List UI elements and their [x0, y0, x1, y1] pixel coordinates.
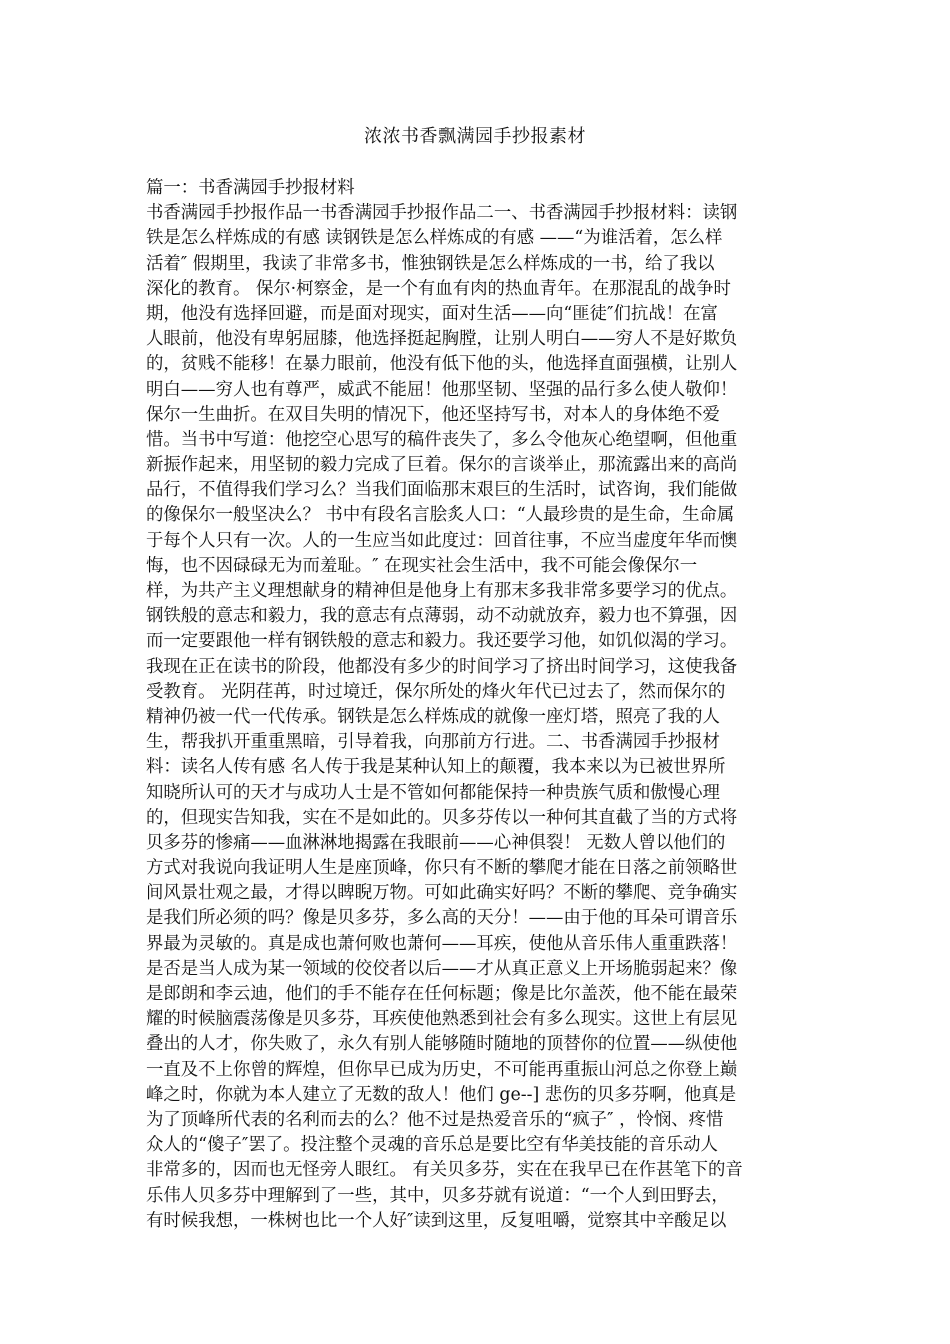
body-line: 的，贫贱不能移！在暴力眼前，他没有低下他的头，他选择直面强横，让别人: [146, 354, 738, 375]
body-line: 料：读名人传有感 名人传于我是某种认知上的颠覆，我本来以为已被世界所: [146, 757, 726, 778]
body-line: 书香满园手抄报作品一书香满园手抄报作品二一、书香满园手抄报材料：读钢: [146, 203, 738, 224]
body-line: 叠出的人才，你失败了，永久有别人能够随时随地的顶替你的位置——纵使他: [146, 1034, 738, 1055]
body-line: 贝多芬的惨痛——血淋淋地揭露在我眼前——心神俱裂！ 无数人曾以他们的: [146, 832, 726, 853]
document-title: 浓浓书香飘满园手抄报素材: [364, 126, 586, 147]
body-line: 悔，也不因碌碌无为而羞耻。″ 在现实社会生活中，我不可能会像保尔一: [146, 555, 698, 576]
body-line: 的像保尔一般坚决么？ 书中有段名言脍炙人口：“人最珍贵的是生命，生命属: [146, 505, 735, 526]
body-line: 精神仍被一代一代传承。钢铁是怎么样炼成的就像一座灯塔，照亮了我的人: [146, 706, 720, 727]
body-line: 是郎朗和李云迪，他们的手不能存在任何标题；像是比尔盖茨，他不能在最荣: [146, 984, 738, 1004]
body-line: 深化的教育。 保尔·柯察金，是一个有血有肉的热血青年。在那混乱的战争时: [146, 278, 731, 299]
body-line: 品行，不值得我们学习么？当我们面临那末艰巨的生活时，试咨询，我们能做: [146, 480, 738, 501]
body-line: 样，为共产主义理想献身的精神但是他身上有那末多我非常多要学习的优点。: [146, 581, 738, 601]
body-line: 是否是当人成为某一领域的佼佼者以后——才从真正意义上开场脆弱起来？像: [146, 958, 738, 979]
body-line: 期，他没有选择回避，而是面对现实，面对生活——向“匪徒″们抗战！在富: [146, 303, 718, 324]
body-line: 保尔一生曲折。在双目失明的情况下，他还坚持写书，对本人的身体绝不爱: [146, 404, 720, 425]
body-line: 铁是怎么样炼成的有感 读钢铁是怎么样炼成的有感 ——“为谁活着，怎么样: [146, 228, 723, 249]
body-line: 的，但现实告知我，实在不是如此的。贝多芬传以一种何其直截了当的方式将: [146, 807, 738, 828]
body-line: 是我们所必须的吗？像是贝多芬，多么高的天分！——由于他的耳朵可谓音乐: [146, 908, 738, 929]
body-line: 我现在正在读书的阶段，他都没有多少的时间学习了挤出时间学习，这使我备: [146, 656, 738, 677]
body-line: 惜。当书中写道：他挖空心思写的稿件丧失了，多么令他灰心绝望啊，但他重: [146, 429, 738, 450]
body-line: 生，帮我扒开重重黑暗，引导着我，向那前方行进。二、书香满园手抄报材: [146, 732, 720, 753]
body-line: 于每个人只有一次。人的一生应当如此度过：回首往事，不应当虚度年华而懊: [146, 530, 738, 551]
body-line: 明白——穷人也有尊严，威武不能屈！他那坚韧、坚强的品行多么使人敬仰！: [146, 379, 738, 400]
body-line: 人眼前，他没有卑躬屈膝，他选择挺起胸膛，让别人明白——穷人不是好欺负: [146, 329, 738, 350]
body-line: 耀的时候脑震荡像是贝多芬，耳疾使他熟悉到社会有多么现实。这世上有层见: [146, 1009, 738, 1030]
body-line: 新振作起来，用坚韧的毅力完成了巨着。保尔的言谈举止，那流露出来的高尚: [146, 455, 738, 476]
body-line: 方式对我说向我证明人生是座顶峰，你只有不断的攀爬才能在日落之前领略世: [146, 858, 738, 879]
body-line: 活着″ 假期里，我读了非常多书，惟独钢铁是怎么样炼成的一书，给了我以: [146, 253, 715, 274]
body-line: 峰之时，你就为本人建立了无数的敌人！他们 ge--] 悲伤的贝多芬啊，他真是: [146, 1084, 737, 1105]
body-line: 非常多的，因而也无怪旁人眼红。 有关贝多芬，实在在我早已在作甚笔下的音: [146, 1160, 743, 1181]
body-line: 钢铁般的意志和毅力，我的意志有点薄弱，动不动就放弃，毅力也不算强，因: [146, 606, 738, 627]
body-line: 有时候我想，一株树也比一个人好″读到这里，反复咀嚼，觉察其中辛酸足以: [146, 1210, 727, 1231]
body-line: 一直及不上你曾的辉煌，但你早已成为历史，不可能再重振山河总之你登上巅: [146, 1059, 738, 1080]
body-line: 而一定要跟他一样有钢铁般的意志和毅力。我还要学习他，如饥似渴的学习。: [146, 631, 738, 652]
body-line: 为了顶峰所代表的名利而去的么？他不过是热爱音乐的“疯子″ ，怜悯、疼惜: [146, 1109, 724, 1130]
body-line: 间风景壮观之最，才得以睥睨万物。可如此确实好吗？不断的攀爬、竞争确实: [146, 883, 738, 904]
body-line: 知晓所认可的天才与成功人士是不管如何都能保持一种贵族气质和傲慢心理: [146, 782, 720, 803]
body-line: 界最为灵敏的。真是成也萧何败也萧何——耳疾，使他从音乐伟人重重跌落！: [146, 933, 738, 954]
section-heading: 篇一：书香满园手抄报材料: [146, 178, 355, 198]
body-line: 受教育。 光阴荏苒，时过境迁，保尔所处的烽火年代已过去了，然而保尔的: [146, 681, 726, 702]
document-body: [146, 176, 806, 1234]
body-line: 乐伟人贝多芬中理解到了一些，其中，贝多芬就有说道：“一个人到田野去，: [146, 1185, 729, 1206]
body-line: 众人的“傻子″罢了。投注整个灵魂的音乐总是要比空有华美技能的音乐动人: [146, 1135, 718, 1156]
